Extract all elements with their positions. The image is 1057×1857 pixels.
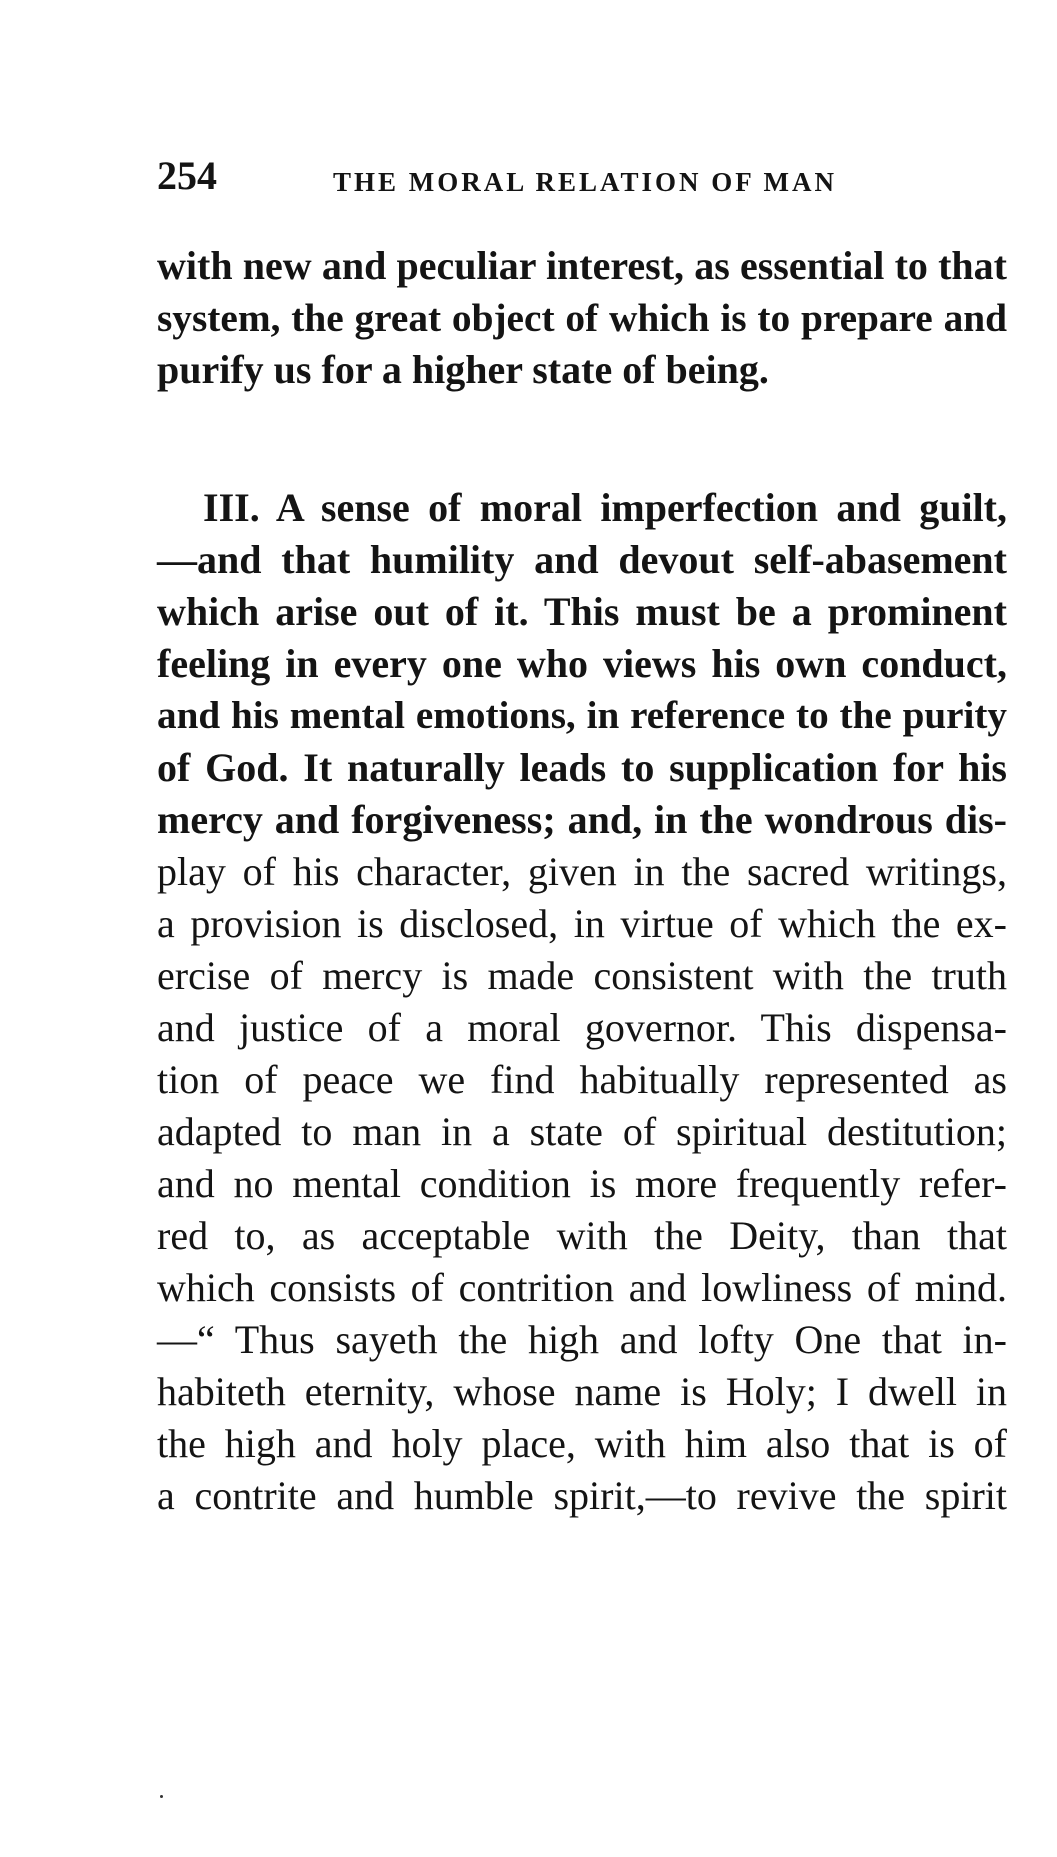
text-line: tion of peace we find habitually represented as [157,1057,1007,1102]
text-line: system, the great object of which is to prepare and [157,296,1007,340]
text-line: with new and peculiar interest, as essential to that [157,243,1007,288]
text-line: adapted to man in a state of spiritual destitution; [157,1109,1007,1154]
text-line: of God. It naturally leads to supplication for his [157,745,1007,790]
text-line: feeling in every one who views his own conduct, [157,641,1007,686]
paragraph-first-line: III. A sense of moral imperfection and guilt, [203,485,1007,530]
text-line: habiteth eternity, whose name is Holy; I dwell in [157,1369,1007,1414]
page-number: 254 [157,153,217,198]
text-line: a provision is disclosed, in virtue of which the ex- [157,901,1007,946]
text-line: purify us for a higher state of being. [157,347,769,392]
text-line: which consists of contrition and lowliness of mind. [157,1265,1007,1310]
print-speck [160,1795,163,1798]
text-line: and his mental emotions, in reference to the purity [157,694,1007,737]
text-line: and no mental condition is more frequently refer- [157,1161,1007,1206]
text-line: and justice of a moral governor. This dispensa- [157,1005,1007,1050]
text-line: a contrite and humble spirit,—to revive the spirit [157,1473,1007,1518]
text-line: play of his character, given in the sacred writings, [157,849,1007,894]
text-line: ercise of mercy is made consistent with the truth [157,953,1007,998]
text-line: which arise out of it. This must be a prominent [157,589,1007,634]
text-line: red to, as acceptable with the Deity, than that [157,1213,1007,1258]
text-line: the high and holy place, with him also that is of [157,1421,1007,1466]
text-line: mercy and forgiveness; and, in the wondrous dis- [157,797,1007,842]
page-header [157,153,927,206]
text-line: —and that humility and devout self-abasement [157,537,1007,582]
running-title: THE MORAL RELATION OF MAN [333,167,838,197]
text-line: —“ Thus sayeth the high and lofty One that in- [157,1317,1007,1362]
